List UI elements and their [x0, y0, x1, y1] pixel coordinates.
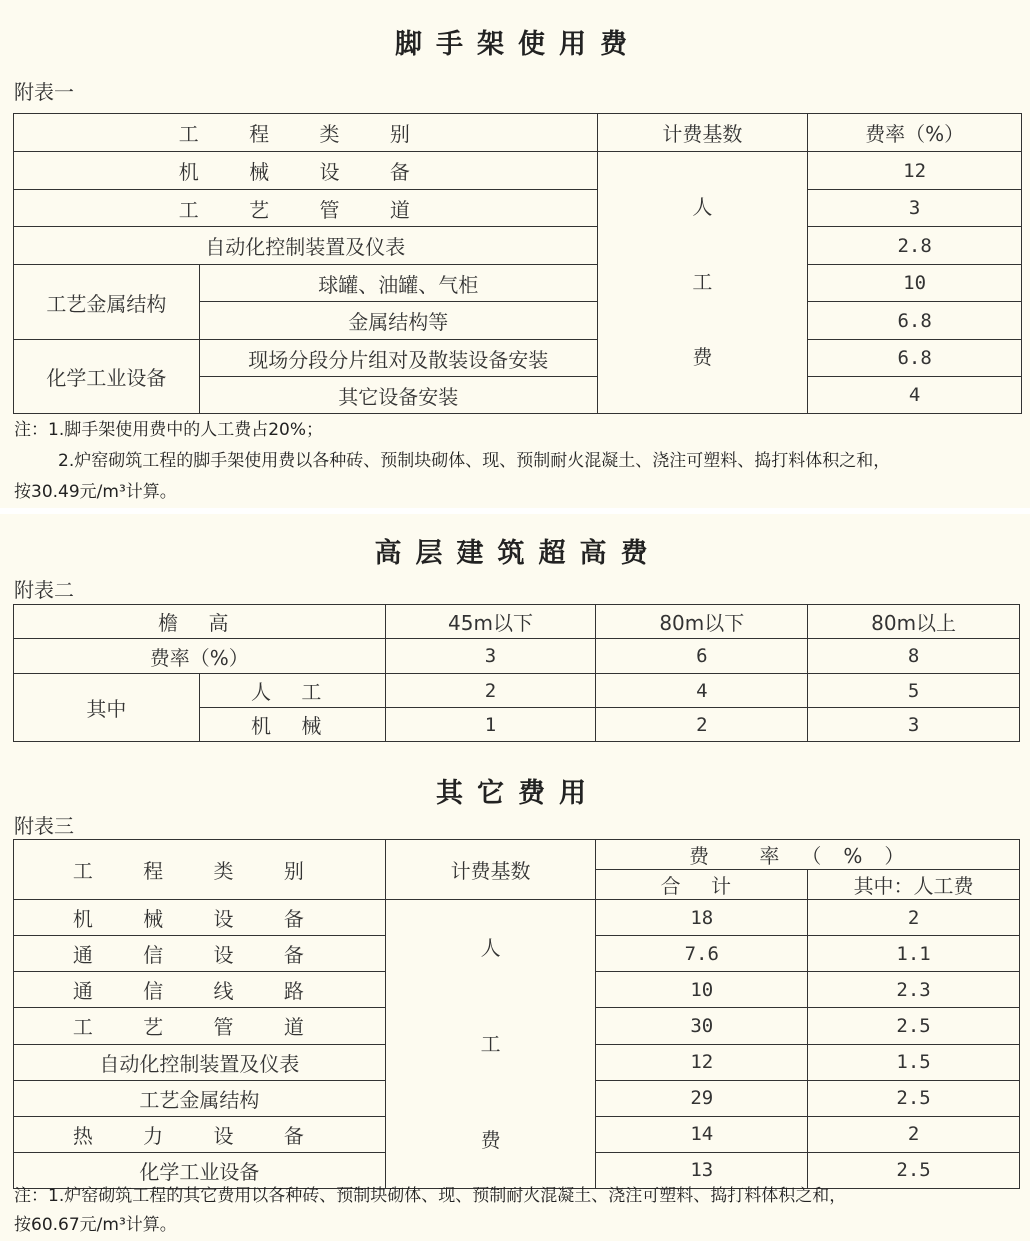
table1-base-char: 工 — [692, 270, 713, 294]
table2-rate-value: 3 — [385, 639, 596, 674]
table1-base-char: 费 — [692, 345, 713, 369]
table3-row-total: 30 — [596, 1008, 808, 1044]
table3-row-labor: 1.5 — [808, 1044, 1020, 1080]
table3-row-labor: 2.5 — [808, 1008, 1020, 1044]
table2-header-label: 檐 高 — [14, 605, 386, 639]
page-edge — [1030, 0, 1036, 1241]
table3-row-total: 29 — [596, 1080, 808, 1116]
table3-header-category: 工 程 类 别 — [14, 840, 386, 900]
table3-header-base: 计费基数 — [385, 840, 596, 900]
table2-machine-value: 1 — [385, 708, 596, 742]
table1-note-3: 按30.49元/m³计算。 — [14, 482, 177, 502]
table3-caption: 附表三 — [14, 814, 74, 838]
table2-rate-value: 6 — [596, 639, 808, 674]
table1 — [13, 113, 1022, 414]
table3-base-char: 工 — [480, 1032, 501, 1056]
table2-header-col: 45m以下 — [385, 605, 596, 639]
table2-group-label: 其中 — [14, 674, 200, 742]
table3-title: 其它费用 — [436, 778, 600, 809]
table3-note-1: 注：1.炉窑砌筑工程的其它费用以各种砖、预制块砌体、现、预制耐火混凝土、浇注可塑料、捣打料体积之和， — [14, 1186, 847, 1206]
table2-machine-label: 机 械 — [199, 708, 385, 742]
table3-row-total: 10 — [596, 972, 808, 1008]
table1-header-base: 计费基数 — [597, 114, 808, 152]
table3-row-labor: 1.1 — [808, 936, 1020, 972]
table1-row-subcategory: 球罐、油罐、气柜 — [199, 265, 597, 302]
table1-note-2: 2.炉窑砌筑工程的脚手架使用费以各种砖、预制块砌体、现、预制耐火混凝土、浇注可塑料、捣打料体积之和， — [58, 451, 891, 471]
table1-header-category: 工 程 类 别 — [14, 114, 598, 152]
table3-row-category: 通 信 线 路 — [14, 972, 386, 1008]
table1-row-rate: 6.8 — [808, 302, 1022, 340]
table1-row-category: 自动化控制装置及仪表 — [14, 227, 598, 265]
table1-caption: 附表一 — [14, 80, 74, 104]
table2-machine-value: 3 — [808, 708, 1020, 742]
table3-header-total: 合 计 — [596, 870, 808, 900]
table3-row-labor: 2.5 — [808, 1080, 1020, 1116]
table1-row-rate: 12 — [808, 152, 1022, 190]
table3-row-total: 13 — [596, 1152, 808, 1188]
table2-labor-value: 4 — [596, 674, 808, 708]
table3-row-total: 7.6 — [596, 936, 808, 972]
table2-rate-value: 8 — [808, 639, 1020, 674]
table2-caption: 附表二 — [14, 578, 74, 602]
table1-row-rate: 10 — [808, 265, 1022, 302]
table1-header-rate: 费率（%） — [808, 114, 1022, 152]
table1-row-subcategory: 金属结构等 — [199, 302, 597, 340]
table3-row-category: 工艺金属结构 — [14, 1080, 386, 1116]
table2-machine-value: 2 — [596, 708, 808, 742]
table3-base-char: 费 — [480, 1128, 501, 1152]
table2-labor-value: 5 — [808, 674, 1020, 708]
table1-row-subcategory: 现场分段分片组对及散装设备安装 — [199, 340, 597, 377]
table2-labor-label: 人 工 — [199, 674, 385, 708]
table3-row-labor: 2 — [808, 900, 1020, 936]
table3-row-total: 12 — [596, 1044, 808, 1080]
table3-base-char: 人 — [480, 936, 501, 960]
table3-row-category: 化学工业设备 — [14, 1152, 386, 1188]
table3-header-rate: 费 率（%） — [596, 840, 1020, 870]
table2-header-col: 80m以下 — [596, 605, 808, 639]
table1-row-rate: 6.8 — [808, 340, 1022, 377]
table1-row-rate: 4 — [808, 377, 1022, 414]
table2-rate-label: 费率（%） — [14, 639, 386, 674]
table2-title: 高层建筑超高费 — [374, 538, 662, 569]
table3-row-category: 热 力 设 备 — [14, 1116, 386, 1152]
table3 — [13, 839, 1020, 1189]
table2-header-col: 80m以上 — [808, 605, 1020, 639]
table1-note-1: 注：1.脚手架使用费中的人工费占20%； — [14, 420, 324, 440]
table3-row-total: 14 — [596, 1116, 808, 1152]
table1-row-category: 工 艺 管 道 — [14, 190, 598, 227]
table1-row-category: 机 械 设 备 — [14, 152, 598, 190]
table1-group-label: 化学工业设备 — [14, 340, 200, 414]
table1-row-subcategory: 其它设备安装 — [199, 377, 597, 414]
table1-base-cell — [597, 152, 808, 414]
section-divider — [0, 508, 1036, 514]
table1-title: 脚手架使用费 — [395, 29, 641, 60]
table1-row-rate: 3 — [808, 190, 1022, 227]
table1-base-char: 人 — [692, 195, 713, 219]
table3-row-category: 工 艺 管 道 — [14, 1008, 386, 1044]
table3-row-category: 通 信 设 备 — [14, 936, 386, 972]
table2 — [13, 604, 1020, 742]
table3-row-labor: 2.3 — [808, 972, 1020, 1008]
table2-labor-value: 2 — [385, 674, 596, 708]
table3-row-category: 自动化控制装置及仪表 — [14, 1044, 386, 1080]
table1-row-rate: 2.8 — [808, 227, 1022, 265]
table3-base-cell — [385, 900, 596, 1189]
table3-row-labor: 2.5 — [808, 1152, 1020, 1188]
table3-header-labor: 其中：人工费 — [808, 870, 1020, 900]
table3-row-total: 18 — [596, 900, 808, 936]
table3-note-2: 按60.67元/m³计算。 — [14, 1215, 177, 1235]
table3-row-labor: 2 — [808, 1116, 1020, 1152]
table1-group-label: 工艺金属结构 — [14, 265, 200, 340]
table3-row-category: 机 械 设 备 — [14, 900, 386, 936]
